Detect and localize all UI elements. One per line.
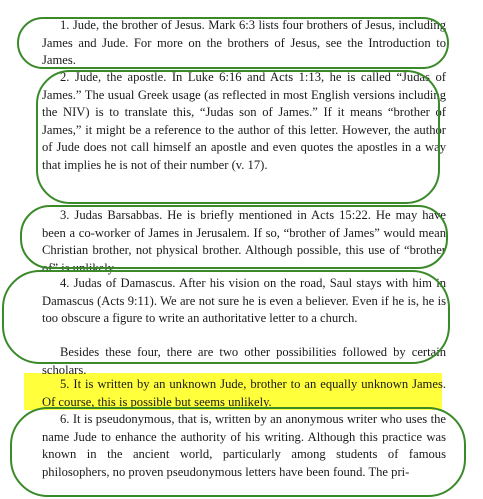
besides-these-four: Besides these four, there are two other possibilities followed by certain scholars.: [42, 345, 446, 377]
item-1-jude-brother-of-jesus: 1. Jude, the brother of Jesus. Mark 6:3 lists four brothers of Jesus, including James and Jude. For more on the brothers of Jesus, see the Introduction to James.: [42, 18, 446, 68]
item-5-unknown-jude: 5. It is written by an unknown Jude, brother to an equally unknown James. Of course, this is possible but seems unlikely.: [42, 377, 446, 409]
item-2-jude-the-apostle: 2. Jude, the apostle. In Luke 6:16 and Acts 1:13, he is called “Judas of James.” The usual Greek usage (as reflected in most English versions including the NIV) is to translate this, “Judas son of James.” If it means “brother of James,” it might be a reference to the author of this letter. However, the author of Jude does not call himself an apostle and even quotes the apostles in a way that implies he is not of their number (v. 17).: [42, 70, 446, 172]
item-4-judas-of-damascus: 4. Judas of Damascus. After his vision on the road, Saul stays with him in Damascus (Acts 9:11). We are not sure he is even a believer. Even if he is, he is too obscure a figure to write an authoritative letter to a church.: [42, 276, 446, 326]
item-3-judas-barsabbas: 3. Judas Barsabbas. He is briefly mentioned in Acts 15:22. He may have been a co-worker of James in Jerusalem. If so, “brother of James” would mean Christian brother, not physical brother. Although possible, this use of “brother of” is unlikely.: [42, 208, 446, 275]
item-6-pseudonymous: 6. It is pseudonymous, that is, written by an anonymous writer who uses the name Jude to enhance the authority of his writing. Although this practice was known in the ancient world, particularly among students of famous philosophers, no proven pseudonymous letters have been found. The pri-: [42, 412, 446, 479]
